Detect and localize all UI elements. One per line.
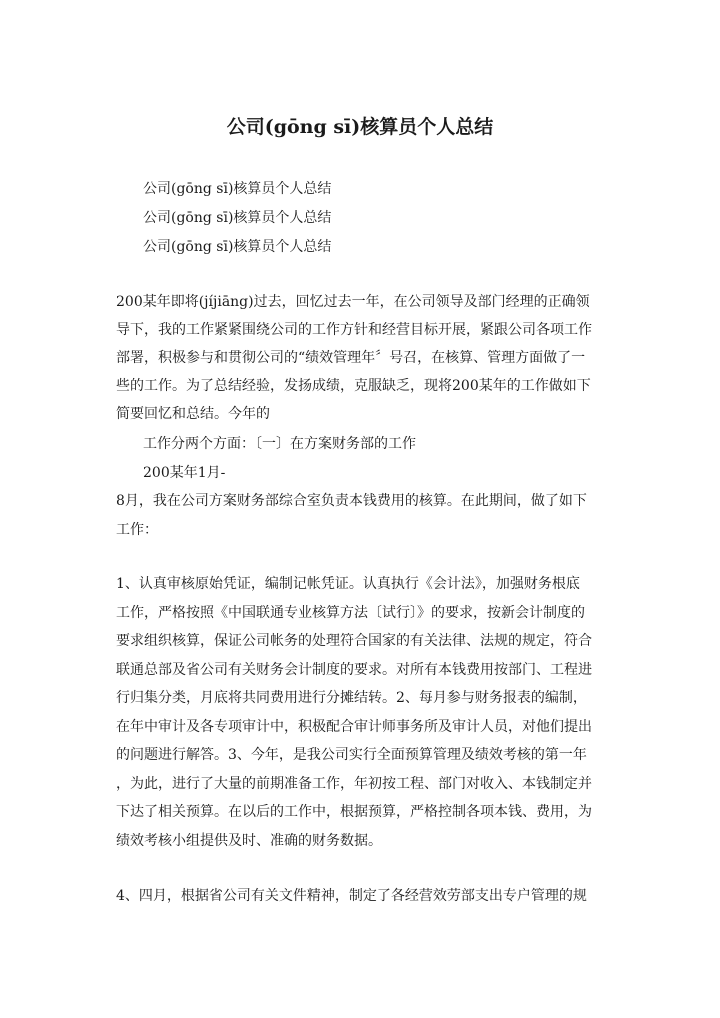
- body-line: 的问题进行解答。3、今年，是我公司实行全面预算管理及绩效考核的第一年: [116, 747, 587, 763]
- body-line: 4、四月，根据省公司有关文件精神，制定了各经营效劳部支出专户管理的规: [116, 888, 587, 904]
- body-line: 200某年1月-: [143, 465, 226, 481]
- body-line: 1、认真审核原始凭证，编制记帐凭证。认真执行《会计法》，加强财务根底: [116, 576, 580, 592]
- body-line: 在年中审计及各专项审计中，积极配合审计师事务所及审计人员，对他们提出: [116, 719, 592, 735]
- body-line: 8月，我在公司方案财务部综合室负责本钱费用的核算。在此期间，做了如下: [116, 493, 587, 509]
- subtitle-line: 公司(gōng sī)核算员个人总结: [143, 239, 332, 255]
- body-line: 绩效考核小组提供及时、准确的财务数据。: [116, 833, 382, 849]
- body-line: 导下，我的工作紧紧围绕公司的工作方针和经营目标开展，紧跟公司各项工作: [116, 322, 592, 338]
- body-line: 些的工作。为了总结经验，发扬成绩，克服缺乏，现将200某年的工作做如下: [116, 378, 591, 394]
- body-line: 要求组织核算，保证公司帐务的处理符合国家的有关法律、法规的规定，符合: [116, 633, 592, 649]
- body-line: 工作：: [116, 522, 158, 538]
- subtitle-block: [143, 178, 331, 265]
- body-line: 200某年即将(jíjiāng)过去，回忆过去一年，在公司领导及部门经理的正确领: [116, 294, 590, 310]
- body-line: 部署，积极参与和贯彻公司的“绩效管理年〞号召，在核算、管理方面做了一: [116, 350, 586, 366]
- body-line: 工作分两个方面：〔一〕在方案财务部的工作: [143, 436, 416, 452]
- body-line: 行归集分类，月底将共同费用进行分摊结转。2、每月参与财务报表的编制，: [116, 690, 587, 706]
- body-line: 联通总部及省公司有关财务会计制度的要求。对所有本钱费用按部门、工程进: [116, 662, 592, 678]
- document-title: 公司(gōng sī)核算员个人总结: [226, 116, 494, 138]
- body-line: ，为此，进行了大量的前期准备工作，年初按工程、部门对收入、本钱制定并: [116, 776, 592, 792]
- subtitle-line: 公司(gōng sī)核算员个人总结: [143, 181, 332, 197]
- body-line: 下达了相关预算。在以后的工作中，根据预算，严格控制各项本钱、费用，为: [116, 804, 592, 820]
- subtitle-line: 公司(gōng sī)核算员个人总结: [143, 210, 332, 226]
- body-line: 工作，严格按照《中国联通专业核算方法〔试行〕》的要求，按新会计制度的: [116, 605, 585, 621]
- body-line: 简要回忆和总结。今年的: [116, 406, 270, 422]
